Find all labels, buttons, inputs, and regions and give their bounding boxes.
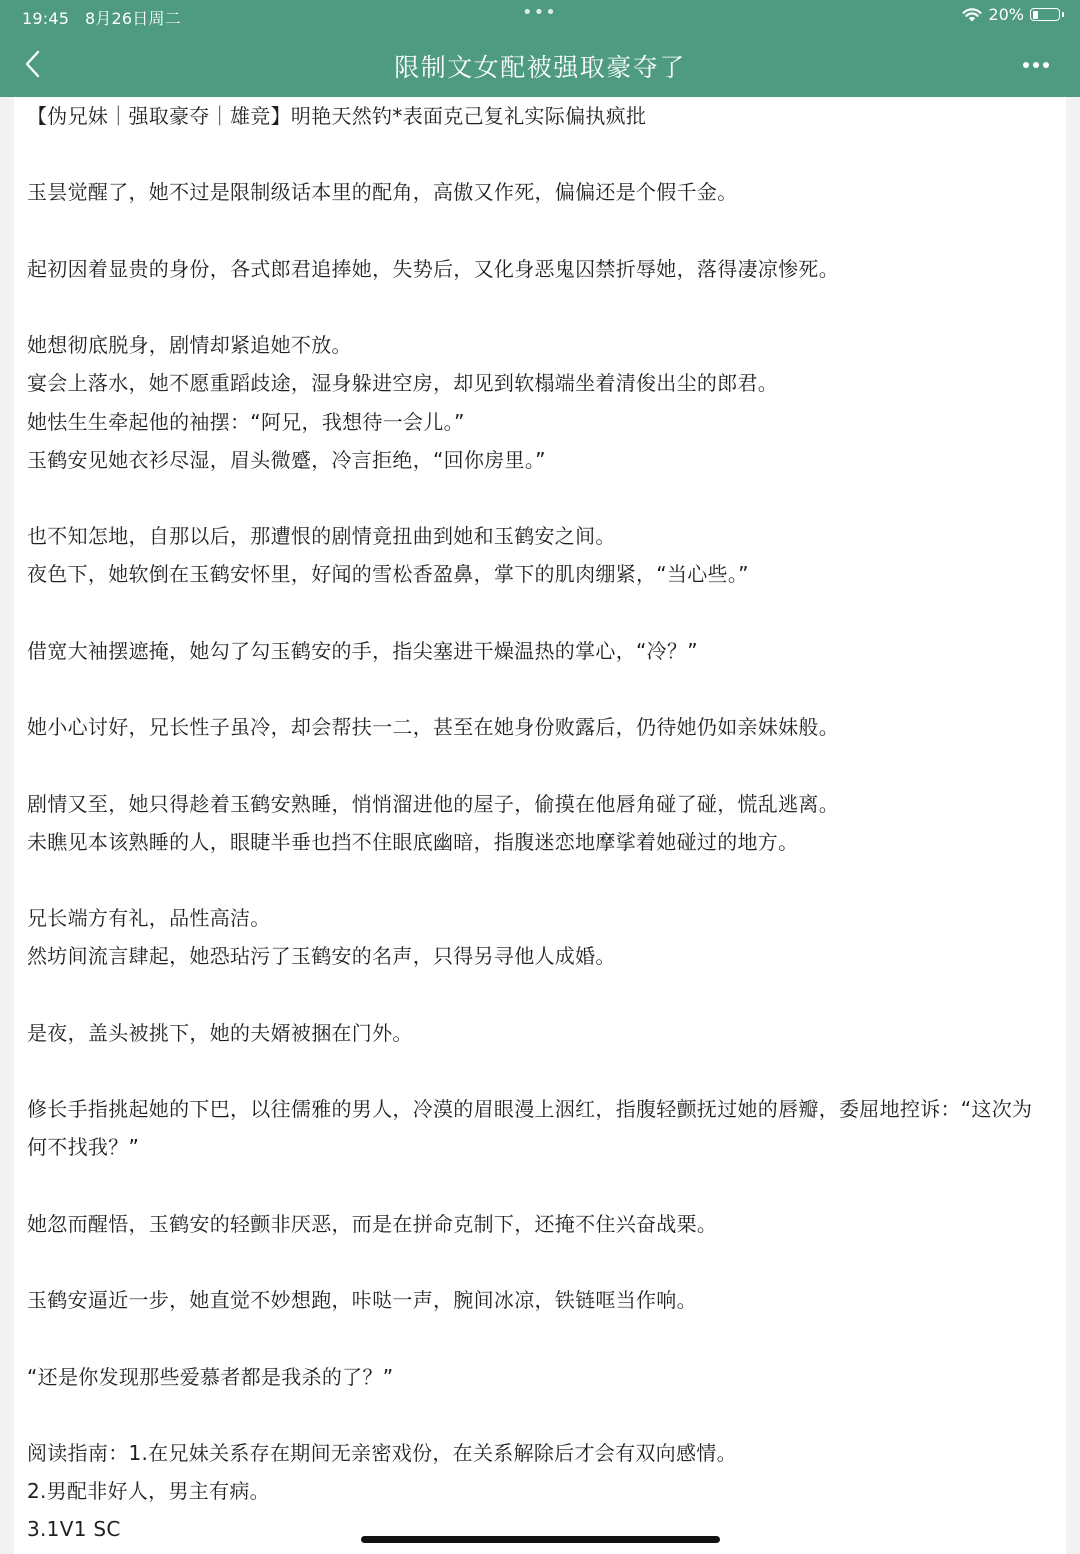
- paragraph: 未瞧见本该熟睡的人，眼睫半垂也挡不住眼底幽暗，指腹迷恋地摩挲着她碰过的地方。: [27, 829, 799, 854]
- battery-tip: [1062, 12, 1065, 17]
- paragraph: 夜色下，她软倒在玉鹤安怀里，好闻的雪松香盈鼻，掌下的肌肉绷紧，“当心些。”: [27, 562, 749, 587]
- status-bar: [0, 0, 1080, 30]
- blank-line: [27, 861, 1052, 899]
- paragraph: 玉鹤安逼近一步，她直觉不妙想跑，咔哒一声，腕间冰凉，铁链哐当作响。: [27, 1288, 697, 1313]
- battery-percent: 20%: [988, 5, 1024, 24]
- paragraph: 借宽大袖摆遮掩，她勾了勾玉鹤安的手，指尖塞进干燥温热的掌心，“冷？”: [27, 638, 698, 663]
- article-card: [14, 97, 1066, 1554]
- blank-line: [27, 479, 1052, 517]
- paragraph: 也不知怎地，自那以后，那遭恨的剧情竟扭曲到她和玉鹤安之间。: [27, 524, 616, 549]
- paragraph: 她想彻底脱身，剧情却紧追她不放。: [27, 333, 352, 358]
- paragraph: 宴会上落水，她不愿重蹈歧途，湿身躲进空房，却见到软榻端坐着清俊出尘的郎君。: [27, 371, 779, 396]
- paragraph: 剧情又至，她只得趁着玉鹤安熟睡，悄悄溜进他的屋子，偷摸在他唇角碰了碰，慌乱逃离。: [27, 791, 839, 816]
- blank-line: [27, 670, 1052, 708]
- paragraph: “还是你发现那些爱慕者都是我杀的了？”: [27, 1364, 394, 1389]
- paragraph: 她忽而醒悟，玉鹤安的轻颤非厌恶，而是在拼命克制下，还掩不住兴奋战栗。: [27, 1211, 718, 1236]
- clock-date: 8月26日周二: [84, 9, 181, 28]
- paragraph: 起初因着显贵的身份，各式郎君追捧她，失势后，又化身恶鬼囚禁折辱她，落得凄凉惨死。: [27, 256, 839, 281]
- paragraph: 然坊间流言肆起，她恐玷污了玉鹤安的名声，只得另寻他人成婚。: [27, 944, 616, 969]
- blank-line: [27, 135, 1052, 173]
- more-button[interactable]: [1016, 50, 1056, 80]
- paragraph: 她小心讨好，兄长性子虽冷，却会帮扶一二，甚至在她身份败露后，仍待她仍如亲妹妹般。: [27, 715, 839, 740]
- battery-level: [1033, 11, 1038, 19]
- paragraph: 玉鹤安见她衣衫尽湿，眉头微蹙，冷言拒绝，“回你房里。”: [27, 447, 546, 472]
- blank-line: [27, 288, 1052, 326]
- navigation-bar: [0, 30, 1080, 97]
- blank-line: [27, 1319, 1052, 1357]
- blank-line: [27, 1396, 1052, 1434]
- battery-icon: [1030, 8, 1060, 21]
- multitask-dots[interactable]: •••: [522, 2, 557, 23]
- blank-line: [27, 1052, 1052, 1090]
- home-indicator[interactable]: [361, 1536, 720, 1543]
- blank-line: [27, 1167, 1052, 1205]
- blank-line: [27, 594, 1052, 632]
- blank-line: [27, 212, 1052, 250]
- blank-line: [27, 1243, 1052, 1281]
- paragraph: 修长手指挑起她的下巴，以往儒雅的男人，冷漠的眉眼漫上洇红，指腹轻颤抚过她的唇瓣，委屈地控诉：“这次为何不找我？”: [27, 1097, 1033, 1160]
- paragraph: 阅读指南：1.在兄妹关系存在期间无亲密戏份，在关系解除后才会有双向感情。: [27, 1440, 737, 1465]
- status-time: [22, 6, 181, 29]
- paragraph: 兄长端方有礼，品性高洁。: [27, 906, 271, 931]
- paragraph: 2.男配非好人，男主有病。: [27, 1479, 270, 1504]
- blank-line: [27, 976, 1052, 1014]
- article-body[interactable]: [27, 97, 1052, 1549]
- more-horizontal-icon: [1016, 50, 1056, 80]
- paragraph: 玉昙觉醒了，她不过是限制级话本里的配角，高傲又作死，偏偏还是个假千金。: [27, 180, 738, 205]
- wifi-icon: [962, 7, 982, 22]
- paragraph: 【伪兄妹｜强取豪夺｜雄竞】明艳天然钓*表面克己复礼实际偏执疯批: [27, 104, 647, 128]
- paragraph: 她怯生生牵起他的袖摆：“阿兄，我想待一会儿。”: [27, 409, 465, 434]
- paragraph: 3.1V1 SC: [27, 1517, 121, 1542]
- paragraph: 是夜，盖头被挑下，她的夫婿被捆在门外。: [27, 1020, 413, 1045]
- status-indicators: [962, 5, 1060, 24]
- page-title: 限制文女配被强取豪夺了: [394, 53, 686, 82]
- blank-line: [27, 746, 1052, 784]
- clock-time: 19:45: [22, 9, 70, 28]
